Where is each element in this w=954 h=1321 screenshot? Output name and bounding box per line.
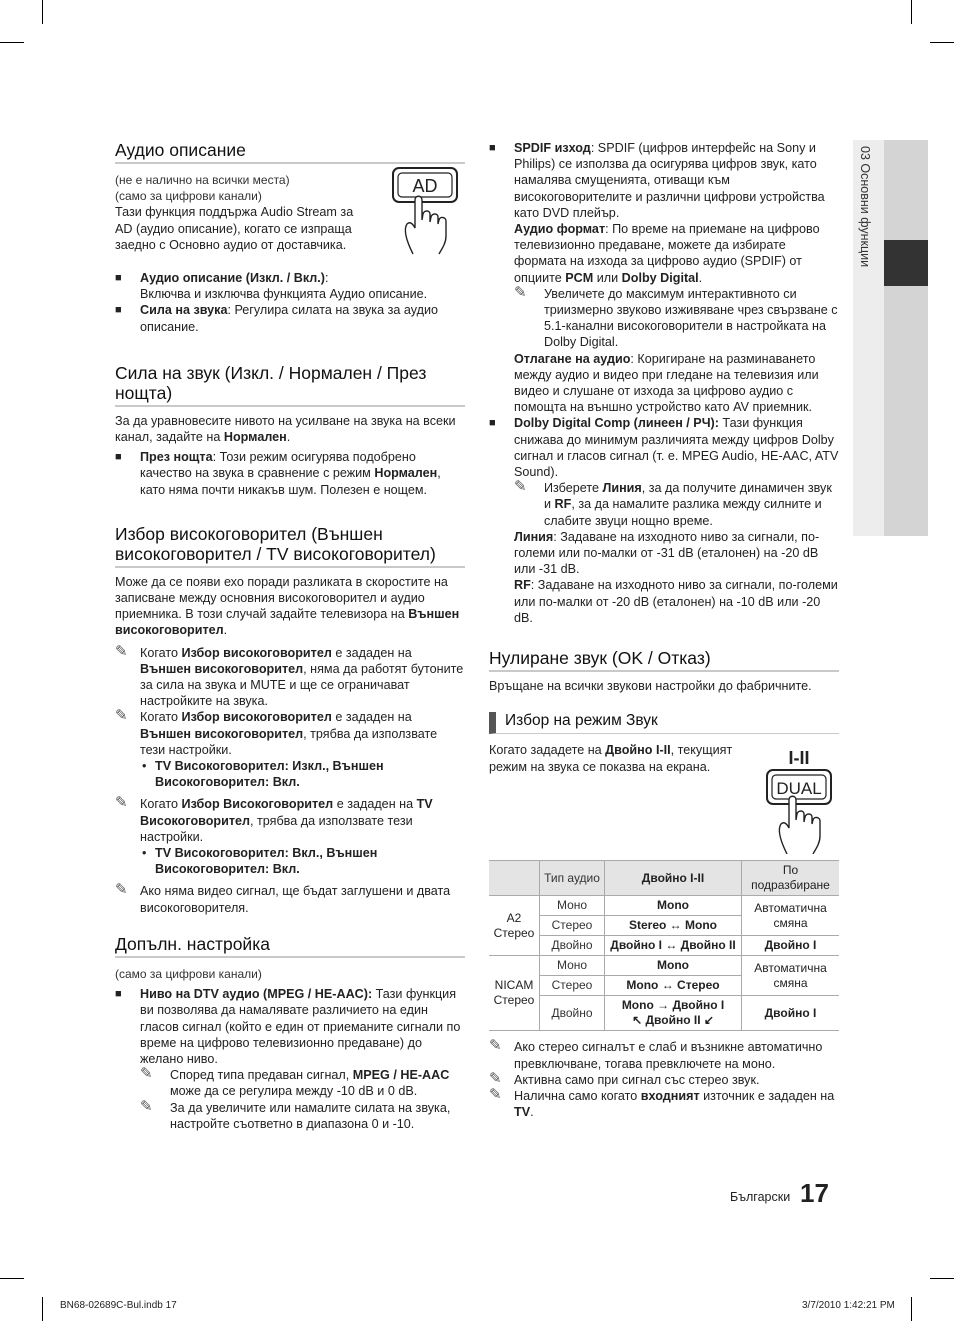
svg-text:I-II: I-II: [788, 748, 810, 769]
left-column: [115, 140, 465, 1132]
spdif-bullet: ■ SPDIF изход: SPDIF (цифров интерфейс на Sony и Philips) се използва да осигурява цифров звук, като намалява смущенията, отиващи към високоговорителите и различни цифрови устройства като DVD плейър.: [489, 140, 839, 221]
ad-bullet-volume: ■ Сила на звука: Регулира силата на звука за аудио описание.: [115, 302, 465, 334]
spdif-details: [489, 221, 839, 415]
speaker-note-2-setting: • TV Високоговорител: Изкл., Външен Високоговорител: Вкл.: [115, 758, 465, 790]
footer-file: BN68-02689C-Bul.indb 17: [60, 1300, 177, 1311]
sound-mode-intro: [489, 742, 839, 860]
note-pencil-icon: ✎: [140, 1097, 153, 1115]
dolby-comp-note: ✎ Изберете Линия, за да получите динамичен звук и RF, за да намалите разлика между силните и слабите звуци нощно време.: [514, 478, 832, 528]
advanced-note-1: ✎ Според типа предаван сигнал, MPEG / HE-AAC може да се регулира между -10 dB и 0 dB.: [140, 1065, 450, 1099]
section-title-sound-mode: Избор на режим Звук: [489, 712, 839, 734]
crop-mark: [911, 0, 912, 24]
table-cell: Mono: [605, 956, 742, 976]
table-row: [489, 896, 839, 916]
section-title-speaker-select: Избор високоговорител (Външен високоговорител / TV високоговорител): [115, 524, 465, 568]
dolby-comp-details: [489, 480, 839, 626]
table-cell: Моно: [540, 896, 605, 916]
ad-bullet-toggle: ■ Аудио описание (Изкл. / Вкл.): Включва и изключва функцията Аудио описание.: [115, 270, 465, 302]
crop-mark: [0, 1278, 24, 1279]
advanced-notes: [115, 1067, 465, 1132]
table-row: [489, 956, 839, 976]
crop-mark: [42, 0, 43, 24]
speaker-note-4: ✎ Ако няма видео сигнал, ще бъдат заглушени и двата високоговорителя.: [115, 881, 451, 915]
advanced-note-2: ✎ За да увеличите или намалите силата на звука, настройте съответно в диапазона 0 и -10.: [140, 1097, 451, 1131]
table-cell: Стерео: [540, 916, 605, 936]
note-pencil-icon: ✎: [489, 1085, 502, 1103]
note-pencil-icon: ✎: [140, 1065, 153, 1083]
speaker-note-2: ✎ Когато Избор високоговорител е зададен на Външен високоговорител, трябва да използвате тези настройки.: [115, 707, 438, 757]
sound-mode-note-3: ✎ Налична само когато входният източник е зададен на TV.: [489, 1085, 835, 1120]
note-pencil-icon: ✎: [514, 283, 527, 301]
sound-mode-table: [489, 860, 839, 1031]
note-pencil-icon: ✎: [489, 1069, 502, 1087]
line-mode: Линия: Задаване на изходното ниво за сигнали, по-големи или по-малки от -31 dB (еталонен) на -20 dB или -31 dB.: [514, 529, 820, 577]
table-row: [489, 936, 839, 956]
speaker-note-3-setting: • TV Високоговорител: Вкл., Външен Високоговорител: Вкл.: [115, 845, 465, 877]
speaker-note-3: ✎ Когато Избор Високоговорител е зададен на TV Високоговорител, трябва да използвате тези настройки.: [115, 794, 433, 844]
ad-note-digital: (само за цифрови канали): [115, 189, 262, 204]
crop-mark: [0, 42, 24, 43]
table-row: [489, 996, 839, 1031]
table-cell: Stereo ↔ Mono: [605, 916, 742, 936]
note-pencil-icon: ✎: [115, 794, 128, 812]
page-number: 17: [800, 1178, 829, 1208]
audio-delay: Отлагане на аудио: Коригиране на разминаването между аудио и видео при гледане на телевизия или видео и слушане от изхода за цифрово аудио с помощта на външно устройство като AV приемник.: [514, 351, 819, 415]
svg-text:AD: AD: [412, 176, 438, 196]
speaker-note-1: ✎ Когато Избор високоговорител е зададен на Външен високоговорител, няма да работят бутоните за сила на звука и MUTE и ще се ограничават настройките на звука.: [115, 642, 464, 709]
crop-mark: [930, 42, 954, 43]
note-pencil-icon: ✎: [115, 881, 128, 899]
table-cell: Двойно: [540, 936, 605, 956]
speaker-description: Може да се появи ехо поради разликата в скоростите на записване между основния високоговорител и аудио приемника. В този случай задайте телевизора на Външен високоговорител.: [115, 574, 460, 638]
dual-remote-button-icon: [763, 742, 837, 854]
svg-text:DUAL: DUAL: [776, 779, 822, 799]
right-column: [489, 140, 839, 1120]
table-cell: Двойно I: [742, 996, 840, 1031]
rf-mode: RF: Задаване на изходното ниво за сигнали, по-големи или по-малки от -20 dB (еталонен) на -10 dB или -20 dB.: [514, 578, 838, 625]
table-cell: Mono → Двойно I ↖ Двойно II ↙: [605, 996, 742, 1031]
table-row: [489, 861, 839, 896]
crop-mark: [911, 1297, 912, 1321]
table-cell: Автоматична смяна: [742, 896, 840, 936]
volume-description: За да уравновесите нивото на усилване на звука на всеки канал, задайте на Нормален.: [115, 413, 456, 445]
side-tab-label: 03 Основни функции: [858, 146, 872, 268]
table-cell: Двойно I ↔ Двойно II: [605, 936, 742, 956]
table-cell: Mono ↔ Стерео: [605, 976, 742, 996]
table-cell: Моно: [540, 956, 605, 976]
ad-note-availability: (не е налично на всички места): [115, 173, 290, 187]
table-header: По подразбиране: [742, 861, 840, 896]
crop-mark: [42, 1297, 43, 1321]
dolby-comp-bullet: ■ Dolby Digital Comp (линеен / РЧ): Тази функция снижава до минимум различията между цифров Dolby сигнал и гласов сигнал (т. е. MPEG Audio, HE-AAC, ATV Sound).: [489, 415, 839, 480]
table-cell: Стерео: [540, 976, 605, 996]
advanced-note: (само за цифрови канали): [115, 966, 262, 981]
section-title-volume: Сила на звук (Изкл. / Нормален / През нощта): [115, 363, 465, 407]
table-cell: NICAM Стерео: [489, 956, 540, 1031]
ad-remote-button-icon: [389, 164, 463, 256]
table-header: Тип аудио: [540, 861, 605, 896]
sound-reset-description: Връщане на всички звукови настройки до фабричните.: [489, 679, 812, 694]
advanced-bullet-dtv-level: ■ Ниво на DTV аудио (MPEG / HE-AAC): Тази функция ви позволява да намалявате различието на един гласов сигнал (който е един от приеманите сигнали по време на цифрово телевизионно предаване) до желано ниво.: [115, 986, 465, 1067]
side-tab-bar: [884, 140, 928, 536]
volume-bullet-night: ■ През нощта: Този режим осигурява подобрено качество на звука в сравнение с режим Нормален, като няма почти никакъв шум. Полезен е нощем.: [115, 449, 465, 498]
table-cell: Двойно I: [742, 936, 840, 956]
table-header: Двойно I-II: [605, 861, 742, 896]
note-pencil-icon: ✎: [514, 478, 527, 496]
sound-mode-notes: [489, 1039, 839, 1120]
table-cell: A2 Стерео: [489, 896, 540, 956]
ad-description: Тази функция поддържа Audio Stream за AD (аудио описание), когато се изпраща заедно с Основно аудио от доставчика.: [115, 205, 354, 252]
table-cell: Mono: [605, 896, 742, 916]
note-pencil-icon: ✎: [115, 642, 128, 660]
side-tab-marker: [884, 240, 928, 286]
ad-intro: [115, 172, 465, 264]
audio-format-note: ✎ Увеличете до максимум интерактивното си триизмерно звуково изживяване чрез свързване с 5.1-канални високоговорители в настройката на Dolby Digital.: [514, 283, 838, 350]
audio-format: Аудио формат: По време на приемане на цифрово телевизионно предаване, можете да избирате формата на изхода за цифрово аудио (SPDIF) от опциите PCM или Dolby Digital.: [514, 222, 820, 285]
crop-mark: [930, 1278, 954, 1279]
sound-mode-note-2: ✎ Активна само при сигнал със стерео звук.: [489, 1069, 760, 1087]
section-title-advanced: Допълн. настройка: [115, 934, 465, 958]
footer-timestamp: 3/7/2010 1:42:21 PM: [802, 1300, 895, 1311]
table-cell: Двойно: [540, 996, 605, 1031]
note-pencil-icon: ✎: [115, 707, 128, 725]
section-title-audio-description: Аудио описание: [115, 140, 465, 164]
note-pencil-icon: ✎: [489, 1037, 502, 1055]
sound-mode-note-1: ✎ Ако стерео сигналът е слаб и възникне автоматично превключване, тогава превключете на моно.: [489, 1037, 823, 1071]
page-language: Български: [730, 1190, 791, 1204]
section-title-sound-reset: Нулиране звук (OK / Отказ): [489, 648, 839, 672]
sound-mode-description: Когато зададете на Двойно I-II, текущият режим на звука се показва на екрана.: [489, 743, 733, 774]
table-cell: Автоматична смяна: [742, 956, 840, 996]
